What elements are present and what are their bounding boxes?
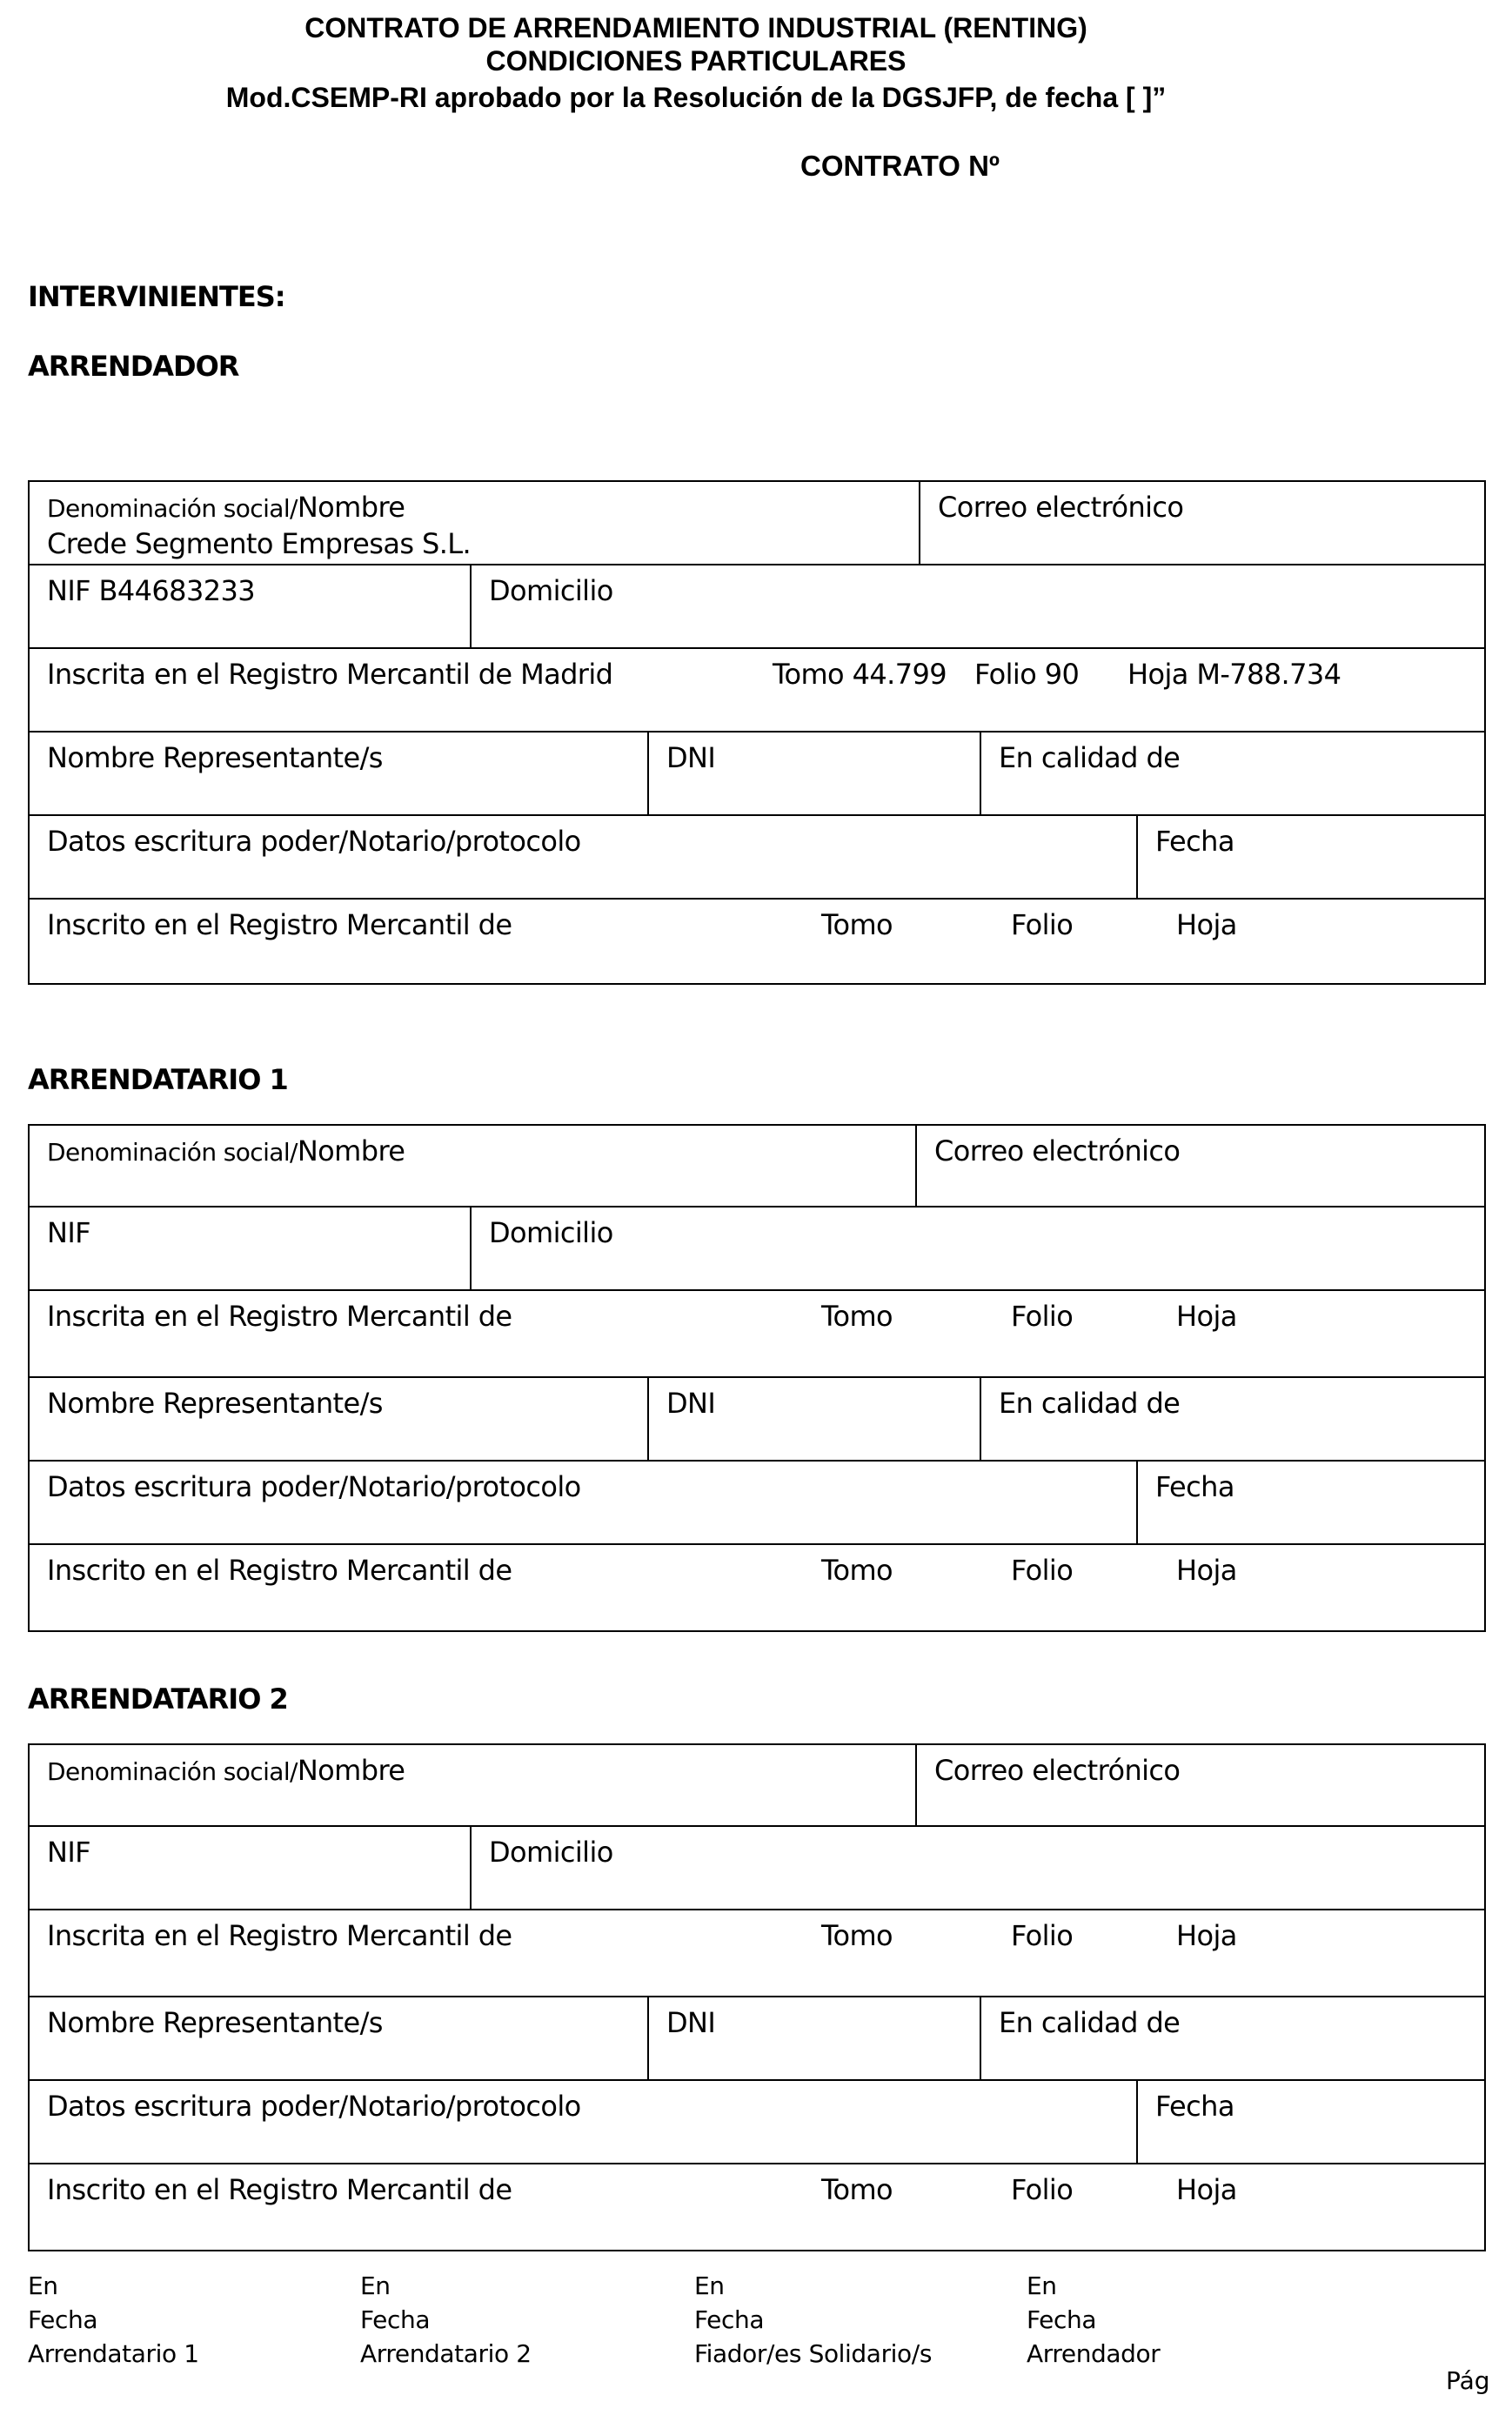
inscrito-label: Inscrito en el Registro Mercantil de xyxy=(47,2173,512,2206)
signature-block-arrendatario1[interactable] xyxy=(28,2269,199,2371)
fecha-label: Fecha xyxy=(1155,1470,1234,1503)
representante-cell[interactable] xyxy=(30,733,647,814)
representante-cell[interactable] xyxy=(30,1997,647,2079)
arrendatario1-heading: ARRENDATARIO 1 xyxy=(28,1063,288,1096)
denominacion-cell[interactable] xyxy=(30,482,919,564)
inscrito-label: Inscrito en el Registro Mercantil de xyxy=(47,908,512,941)
sig-en-label: En xyxy=(360,2271,391,2300)
arrendatario1-registro-row[interactable] xyxy=(30,1291,1484,1378)
arrendatario2-representante-row xyxy=(30,1997,1484,2081)
dni-label: DNI xyxy=(666,2006,716,2039)
correo-label: Correo electrónico xyxy=(934,1134,1181,1167)
nombre-label: Nombre xyxy=(297,491,405,524)
arrendador-tomo: Tomo 44.799 xyxy=(773,658,947,691)
arrendatario2-heading: ARRENDATARIO 2 xyxy=(28,1682,288,1716)
hoja-label: Hoja xyxy=(1176,1554,1237,1587)
contract-number-label: CONTRATO Nº xyxy=(800,150,1000,182)
dni-cell[interactable] xyxy=(647,733,980,814)
arrendatario2-name-row xyxy=(30,1745,1484,1827)
nif-label: NIF xyxy=(47,1216,90,1249)
calidad-cell[interactable] xyxy=(980,733,1484,814)
calidad-label: En calidad de xyxy=(999,741,1181,774)
domicilio-label: Domicilio xyxy=(489,574,613,607)
signature-block-arrendador[interactable] xyxy=(1027,2269,1160,2371)
correo-label: Correo electrónico xyxy=(934,1754,1181,1787)
domicilio-cell[interactable] xyxy=(470,1208,1484,1289)
hoja-label: Hoja xyxy=(1176,2173,1237,2206)
nif-cell[interactable] xyxy=(30,1827,470,1909)
page-label: Pág xyxy=(1446,2366,1490,2395)
arrendador-company-name: Crede Segmento Empresas S.L. xyxy=(47,527,472,560)
denominacion-label: Denominación social/ xyxy=(47,494,298,523)
hoja-label: Hoja xyxy=(1176,1300,1237,1333)
domicilio-label: Domicilio xyxy=(489,1836,613,1869)
sig-en-label: En xyxy=(28,2271,58,2300)
arrendador-folio: Folio 90 xyxy=(974,658,1080,691)
arrendatario1-escritura-row xyxy=(30,1462,1484,1545)
calidad-label: En calidad de xyxy=(999,2006,1181,2039)
representante-label: Nombre Representante/s xyxy=(47,741,383,774)
sig-fecha-label: Fecha xyxy=(694,2305,765,2334)
denominacion-label: Denominación social/ xyxy=(47,1757,298,1786)
fecha-label: Fecha xyxy=(1155,2090,1234,2123)
inscrito-label: Inscrito en el Registro Mercantil de xyxy=(47,1554,512,1587)
arrendador-nif-row xyxy=(30,565,1484,649)
domicilio-label: Domicilio xyxy=(489,1216,613,1249)
nif-cell[interactable] xyxy=(30,1208,470,1289)
arrendador-escritura-row xyxy=(30,816,1484,900)
escritura-cell[interactable] xyxy=(30,2081,1136,2163)
nif-cell[interactable] xyxy=(30,565,470,647)
arrendatario1-name-row xyxy=(30,1126,1484,1208)
escritura-cell[interactable] xyxy=(30,816,1136,898)
sig-party-label: Arrendatario 2 xyxy=(360,2339,532,2368)
nombre-label: Nombre xyxy=(297,1754,405,1787)
folio-label: Folio xyxy=(1011,908,1074,941)
sig-fecha-label: Fecha xyxy=(360,2305,431,2334)
title-line-2: CONDICIONES PARTICULARES xyxy=(485,45,907,77)
tomo-label: Tomo xyxy=(821,1919,893,1952)
calidad-cell[interactable] xyxy=(980,1378,1484,1460)
arrendatario1-nif-row xyxy=(30,1208,1484,1291)
tomo-label: Tomo xyxy=(821,1300,893,1333)
folio-label: Folio xyxy=(1011,1919,1074,1952)
dni-label: DNI xyxy=(666,1387,716,1420)
signature-block-fiadores[interactable] xyxy=(694,2269,932,2371)
representante-label: Nombre Representante/s xyxy=(47,1387,383,1420)
sig-party-label: Arrendador xyxy=(1027,2339,1161,2368)
escritura-label: Datos escritura poder/Notario/protocolo xyxy=(47,825,581,858)
sig-party-label: Fiador/es Solidario/s xyxy=(694,2339,933,2368)
folio-label: Folio xyxy=(1011,1300,1074,1333)
fecha-label: Fecha xyxy=(1155,825,1234,858)
arrendador-registro-row[interactable] xyxy=(30,649,1484,733)
folio-label: Folio xyxy=(1011,1554,1074,1587)
arrendatario2-escritura-row xyxy=(30,2081,1484,2164)
sig-fecha-label: Fecha xyxy=(1027,2305,1097,2334)
correo-cell[interactable] xyxy=(915,1126,1484,1206)
sig-en-label: En xyxy=(694,2271,725,2300)
signature-block-arrendatario2[interactable] xyxy=(360,2269,532,2371)
folio-label: Folio xyxy=(1011,2173,1074,2206)
inscrita-label: Inscrita en el Registro Mercantil de xyxy=(47,1919,512,1952)
title-line-1: CONTRATO DE ARRENDAMIENTO INDUSTRIAL (RENTING) xyxy=(304,12,1087,43)
intervinientes-heading: INTERVINIENTES: xyxy=(28,280,285,313)
arrendador-registro-label: Inscrita en el Registro Mercantil de Madrid xyxy=(47,658,613,691)
arrendador-inscrito-row[interactable] xyxy=(30,900,1484,983)
dni-label: DNI xyxy=(666,741,716,774)
dni-cell[interactable] xyxy=(647,1997,980,2079)
arrendador-name-row xyxy=(30,482,1484,565)
correo-cell[interactable] xyxy=(919,482,1484,564)
calidad-cell[interactable] xyxy=(980,1997,1484,2079)
representante-label: Nombre Representante/s xyxy=(47,2006,383,2039)
escritura-label: Datos escritura poder/Notario/protocolo xyxy=(47,1470,581,1503)
escritura-label: Datos escritura poder/Notario/protocolo xyxy=(47,2090,581,2123)
tomo-label: Tomo xyxy=(821,908,893,941)
arrendador-hoja: Hoja M-788.734 xyxy=(1127,658,1341,691)
arrendatario2-table xyxy=(28,1743,1486,2251)
sig-fecha-label: Fecha xyxy=(28,2305,98,2334)
hoja-label: Hoja xyxy=(1176,1919,1237,1952)
tomo-label: Tomo xyxy=(821,1554,893,1587)
representante-cell[interactable] xyxy=(30,1378,647,1460)
calidad-label: En calidad de xyxy=(999,1387,1181,1420)
denominacion-cell[interactable] xyxy=(30,1745,915,1825)
arrendatario2-registro-row[interactable] xyxy=(30,1910,1484,1997)
title-line-3: Mod.CSEMP-RI aprobado por la Resolución de la DGSJFP, de fecha [ ]” xyxy=(225,82,1167,113)
correo-label: Correo electrónico xyxy=(938,491,1184,524)
sig-party-label: Arrendatario 1 xyxy=(28,2339,199,2368)
arrendador-table xyxy=(28,480,1486,985)
fecha-cell[interactable] xyxy=(1136,2081,1484,2163)
arrendatario2-nif-row xyxy=(30,1827,1484,1910)
arrendatario1-table xyxy=(28,1124,1486,1632)
escritura-cell[interactable] xyxy=(30,1462,1136,1543)
hoja-label: Hoja xyxy=(1176,908,1237,941)
arrendatario1-representante-row xyxy=(30,1378,1484,1462)
fecha-cell[interactable] xyxy=(1136,816,1484,898)
arrendatario1-inscrito-row[interactable] xyxy=(30,1545,1484,1630)
inscrita-label: Inscrita en el Registro Mercantil de xyxy=(47,1300,512,1333)
denominacion-cell[interactable] xyxy=(30,1126,915,1206)
tomo-label: Tomo xyxy=(821,2173,893,2206)
domicilio-cell[interactable] xyxy=(470,565,1484,647)
sig-en-label: En xyxy=(1027,2271,1057,2300)
arrendador-heading: ARRENDADOR xyxy=(28,350,239,383)
fecha-cell[interactable] xyxy=(1136,1462,1484,1543)
arrendador-nif: NIF B44683233 xyxy=(47,574,255,607)
correo-cell[interactable] xyxy=(915,1745,1484,1825)
denominacion-label: Denominación social/ xyxy=(47,1138,298,1167)
domicilio-cell[interactable] xyxy=(470,1827,1484,1909)
arrendatario2-inscrito-row[interactable] xyxy=(30,2164,1484,2250)
nif-label: NIF xyxy=(47,1836,90,1869)
arrendador-representante-row xyxy=(30,733,1484,816)
dni-cell[interactable] xyxy=(647,1378,980,1460)
nombre-label: Nombre xyxy=(297,1134,405,1167)
